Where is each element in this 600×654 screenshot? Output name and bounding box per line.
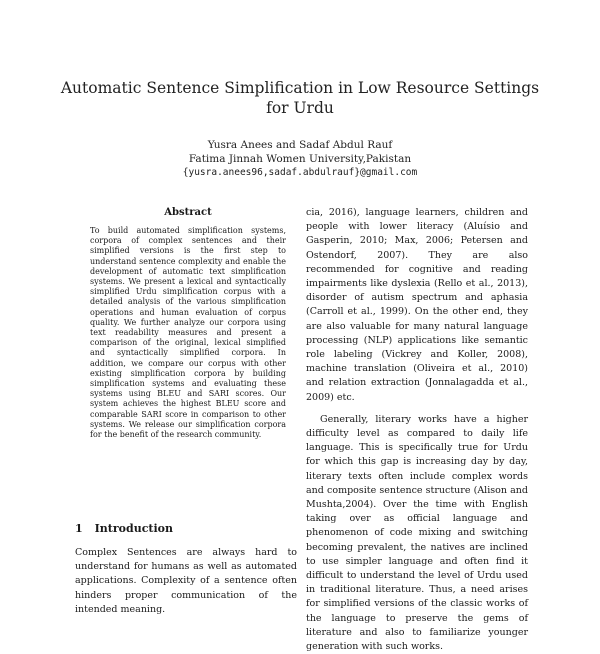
section-number: 1 [75,522,83,535]
section-heading-introduction [75,522,295,535]
author-affiliation: Fatima Jinnah Women University,Pakistan [188,153,412,165]
body-paragraph: Generally, literary works have a higher difficulty level as compared to daily life language. This is specifically true for Urdu for which this gap is increasing day by day, literary texts often include complex words and composite sentence structure (Alison and Mushta,2004). Over the time with English taking over as official language and phenomenon of code mixing and switching becoming prevalent, the natives are inclined to use simpler language and often find it difficult to understand the level of Urdu used in traditional literature. Thus, a need arises for simplified versions of the classic works of the language to preserve the gems of literature and also to familiarize younger generation with such works. [306,413,528,653]
right-column [306,206,528,653]
author-email: {yusra.anees96,sadaf.abdulrauf}@gmail.com [182,167,418,178]
abstract-heading: Abstract [164,207,212,218]
paper-title: Automatic Sentence Simplification in Low Resource Settings for Urdu [60,79,540,117]
abstract-text: To build automated simplification systems, corpora of complex sentences and their simplified versions is the first step to understand sentence complexity and enable the development of automatic text simplification systems. We present a lexical and syntactically simplified Urdu simplification corpus with a detailed analysis of the various simplification operations and human evaluation of corpus quality. We further analyze our corpora using text readability measures and present a comparison of the original, lexical simplified and syntactically simplified corpora. In addition, we compare our corpus with other existing simplification corpora by building simplification systems and evaluating these systems using BLEU and SARI scores. Our system achieves the highest BLEU score and comparable SARI score in comparison to other systems. We release our simplification corpora for the benefit of the research community. [90,226,286,440]
introduction-text: Complex Sentences are always hard to understand for humans as well as automated applications. Complexity of a sentence often hinders proper communication of the intended meaning. [75,547,297,615]
body-paragraph: cia, 2016), language learners, children and people with lower literacy (Aluísio and Gasperin, 2010; Max, 2006; Petersen and Ostendorf, 2007). They are also recommended for cognitive and reading impairments like dyslexia (Rello et al., 2013), disorder of autism spectrum and aphasia (Carroll et al., 1999). On the other end, they are also valuable for many natural language processing (NLP) applications like semantic role labeling (Vickrey and Koller, 2008), machine translation (Oliveira et al., 2010) and relation extraction (Jonnalagadda et al., 2009) etc. [306,207,528,403]
author-names: Yusra Anees and Sadaf Abdul Rauf [207,139,393,151]
author-block [100,138,500,180]
section-title: Introduction [94,522,173,535]
